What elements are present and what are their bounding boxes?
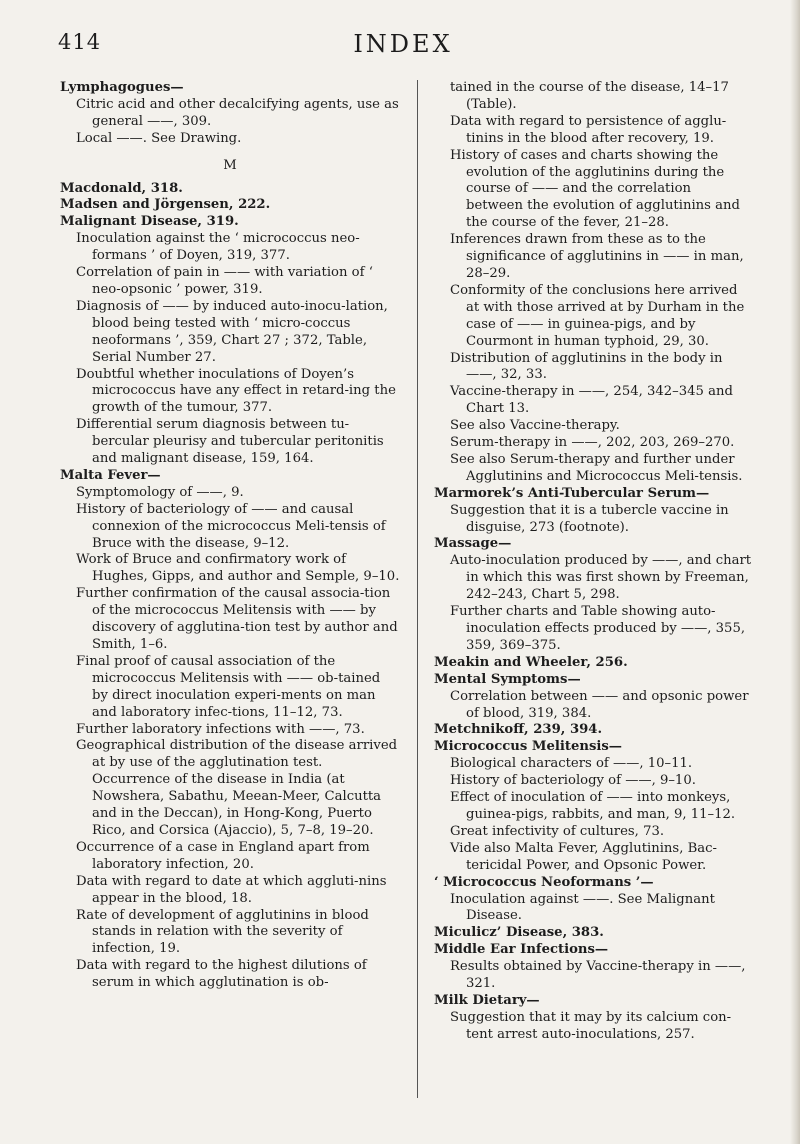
index-subentry: Auto-inoculation produced by ——, and chart in which this was first shown by Freeman, 242–243, Chart 5, 298. (450, 553, 752, 603)
index-subentry: Further charts and Table showing auto-inoculation effects produced by ——, 355, 359, 369–375. (450, 604, 746, 653)
index-subentry: Vide also Malta Fever, Agglutinins, Bac-tericidal Power, and Opsonic Power. (450, 840, 717, 873)
index-heading: Marmorek’s Anti-Tubercular Serum— (434, 485, 710, 501)
section-letter: M (223, 157, 237, 173)
index-subentry: Citric acid and other decalcifying agents, use as general ——, 309. (76, 96, 399, 129)
index-subentry: Serum-therapy in ——, 202, 203, 269–270. (450, 435, 735, 451)
index-subentry: Diagnosis of —— by induced auto-inocu-lation, blood being tested with ‘ micro-coccus neoformans ’, 359, Chart 27 ; 372, Table, Serial Number 27. (76, 298, 388, 365)
column-divider (417, 80, 418, 1098)
index-heading: Micrococcus Melitensis— (434, 739, 622, 755)
index-column-left (60, 80, 400, 992)
index-subentry: Effect of inoculation of —— into monkeys, guinea-pigs, rabbits, and man, 9, 11–12. (450, 790, 736, 822)
index-heading: Lymphagogues— (60, 80, 184, 95)
index-subentry: Biological characters of ——, 10–11. (450, 756, 693, 772)
index-subentry: History of cases and charts showing the evolution of the agglutinins during the course of —— and the correlation between the evolution of agglutinins and the course of the fever, 21–28. (450, 147, 740, 231)
index-heading: Milk Dietary— (434, 992, 540, 1008)
index-subentry: Data with regard to date at which aggluti-nins appear in the blood, 18. (76, 873, 387, 906)
index-subentry: Data with regard to the highest dilutions of serum in which agglutination is ob- (76, 958, 367, 991)
index-subentry: Further confirmation of the causal associa-tion of the micrococcus Melitensis with —— by discovery of agglutina-tion test by author and Smith, 1–6. (76, 586, 398, 652)
page-header (58, 30, 748, 70)
index-subentry: Final proof of causal association of the micrococcus Melitensis with —— ob-tained by direct inoculation experi-ments on man and laboratory infec-tions, 11–12, 73. (76, 653, 381, 720)
index-subentry: Suggestion that it is a tubercle vaccine in disguise, 273 (footnote). (450, 502, 729, 535)
index-heading: Macdonald, 318. (60, 180, 183, 196)
index-subentry: Great infectivity of cultures, 73. (450, 823, 665, 839)
index-subentry: Data with regard to persistence of agglu-tinins in the blood after recovery, 19. (450, 113, 727, 146)
index-subentry: Occurrence of a case in England apart from laboratory infection, 20. (76, 839, 370, 872)
index-heading: ‘ Micrococcus Neoformans ’— (434, 874, 654, 890)
index-subentry: History of bacteriology of —— and causal connexion of the micrococcus Meli-tensis of Bruce with the disease, 9–12. (76, 501, 386, 551)
index-subentry: See also Vaccine-therapy. (450, 418, 620, 434)
page-title: INDEX (353, 30, 453, 58)
index-subentry: History of bacteriology of ——, 9–10. (450, 773, 696, 789)
index-subentry: Inoculation against the ‘ micrococcus neo-formans ’ of Doyen, 319, 377. (76, 231, 360, 264)
index-subentry: Vaccine-therapy in ——, 254, 342–345 and Chart 13. (450, 384, 733, 417)
index-subentry: Doubtful whether inoculations of Doyen’s micrococcus have any effect in retard-ing the growth of the tumour, 377. (76, 366, 396, 416)
index-subentry: Symptomology of ——, 9. (76, 484, 244, 500)
index-subentry: Distribution of agglutinins in the body in ——, 32, 33. (450, 350, 723, 383)
index-subentry: Geographical distribution of the disease arrived at by use of the agglutination test. Occurrence of the disease in India (at Nowshera, Sabathu, Meean-Meer, Calcutta and in the Deccan), in Hong-Kong, Puerto Rico, and Corsica (Ajaccio), 5, 7–8, 19–20. (76, 738, 398, 838)
index-heading: Meakin and Wheeler, 256. (434, 654, 628, 670)
index-heading: Malta Fever— (60, 467, 161, 483)
index-subentry: Conformity of the conclusions here arrived at with those arrived at by Durham in the case of —— in guinea-pigs, and by Courmont in human typhoid, 29, 30. (450, 282, 745, 349)
index-subentry: Further laboratory infections with ——, 73. (76, 721, 365, 737)
page-edge-shadow (790, 0, 800, 1144)
index-heading: Madsen and Jörgensen, 222. (60, 197, 271, 213)
index-column-right (434, 80, 752, 1044)
index-subentry: Correlation of pain in —— with variation of ‘ neo-opsonic ’ power, 319. (76, 265, 373, 297)
index-subentry: Inoculation against ——. See Malignant Disease. (450, 891, 715, 924)
index-subentry: Correlation between —— and opsonic power of blood, 319, 384. (450, 688, 749, 721)
index-heading: Metchnikoff, 239, 394. (434, 722, 603, 738)
index-subentry: Rate of development of agglutinins in blood stands in relation with the severity of infection, 19. (76, 907, 369, 957)
index-subentry: Work of Bruce and confirmatory work of Hughes, Gipps, and author and Semple, 9–10. (76, 552, 400, 585)
index-subentry: See also Serum-therapy and further under Agglutinins and Micrococcus Meli-tensis. (450, 451, 743, 484)
index-subentry: Local ——. See Drawing. (76, 130, 242, 146)
index-heading: Mental Symptoms— (434, 671, 581, 687)
index-heading: Middle Ear Infections— (434, 942, 609, 958)
index-subentry: Inferences drawn from these as to the significance of agglutinins in —— in man, 28–29. (450, 232, 744, 281)
index-subentry: Suggestion that it may by its calcium con-tent arrest auto-inoculations, 257. (450, 1009, 732, 1042)
index-heading: Massage— (434, 536, 512, 552)
index-subentry: Results obtained by Vaccine-therapy in ——, 321. (450, 959, 746, 992)
index-heading: Miculicz’ Disease, 383. (434, 925, 604, 941)
index-subentry: Differential serum diagnosis between tu-bercular pleurisy and tubercular peritonitis and malignant disease, 159, 164. (76, 417, 384, 467)
index-subentry: tained in the course of the disease, 14–17 (Table). (450, 80, 729, 112)
index-heading: Malignant Disease, 319. (60, 214, 239, 230)
page-number: 414 (58, 30, 102, 54)
